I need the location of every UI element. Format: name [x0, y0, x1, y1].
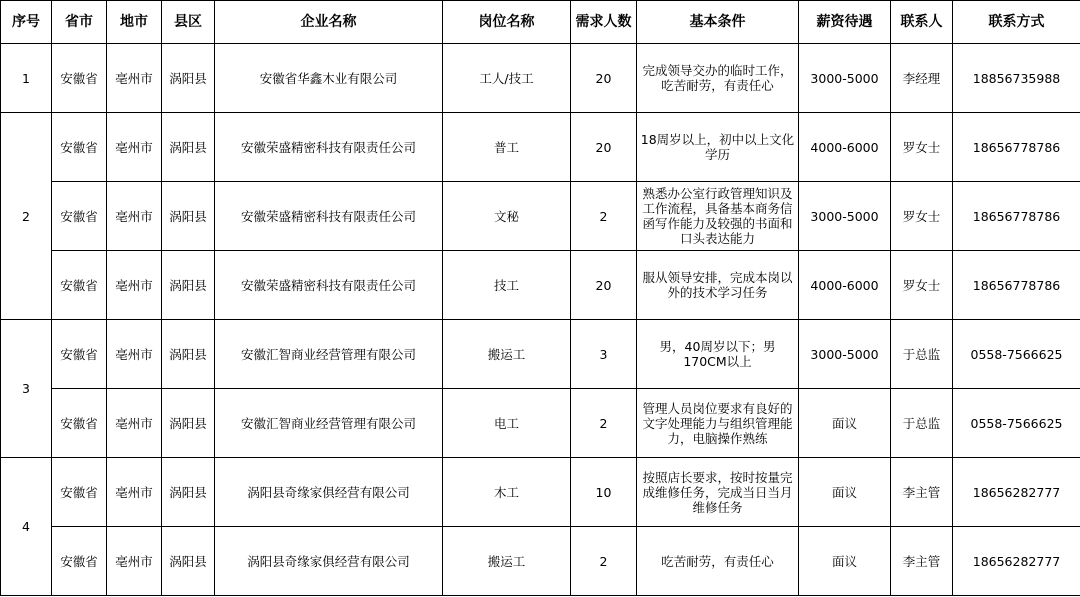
cell-city: 亳州市 [107, 113, 162, 182]
cell-contact: 罗女士 [891, 251, 953, 320]
cell-province: 安徽省 [52, 527, 107, 596]
cell-city: 亳州市 [107, 458, 162, 527]
header-count: 需求人数 [571, 1, 637, 44]
table-row [1, 389, 1080, 458]
cell-position: 搬运工 [443, 320, 571, 389]
cell-county: 涡阳县 [162, 458, 215, 527]
cell-seq: 1 [1, 44, 52, 113]
cell-company: 安徽荣盛精密科技有限责任公司 [215, 251, 443, 320]
header-phone: 联系方式 [953, 1, 1080, 44]
cell-condition: 吃苦耐劳，有责任心 [637, 527, 799, 596]
cell-condition: 熟悉办公室行政管理知识及工作流程，具备基本商务信函写作能力及较强的书面和口头表达能力 [637, 182, 799, 251]
cell-count: 20 [571, 251, 637, 320]
cell-position: 技工 [443, 251, 571, 320]
cell-count: 10 [571, 458, 637, 527]
cell-city: 亳州市 [107, 44, 162, 113]
cell-city: 亳州市 [107, 389, 162, 458]
cell-company: 安徽汇智商业经营管理有限公司 [215, 320, 443, 389]
header-county: 县区 [162, 1, 215, 44]
cell-salary: 4000-6000 [799, 113, 891, 182]
cell-phone: 18856735988 [953, 44, 1080, 113]
cell-count: 2 [571, 182, 637, 251]
cell-phone: 18656778786 [953, 251, 1080, 320]
cell-salary: 3000-5000 [799, 44, 891, 113]
header-condition: 基本条件 [637, 1, 799, 44]
header-seq: 序号 [1, 1, 52, 44]
cell-phone: 18656282777 [953, 527, 1080, 596]
cell-seq: 3 [1, 320, 52, 458]
cell-county: 涡阳县 [162, 389, 215, 458]
cell-phone: 18656778786 [953, 113, 1080, 182]
cell-condition: 男，40周岁以下；男170CM以上 [637, 320, 799, 389]
cell-contact: 李主管 [891, 527, 953, 596]
cell-phone: 18656282777 [953, 458, 1080, 527]
cell-contact: 罗女士 [891, 113, 953, 182]
header-contact: 联系人 [891, 1, 953, 44]
cell-province: 安徽省 [52, 44, 107, 113]
table-row [1, 182, 1080, 251]
cell-contact: 于总监 [891, 389, 953, 458]
cell-condition: 18周岁以上，初中以上文化学历 [637, 113, 799, 182]
cell-position: 木工 [443, 458, 571, 527]
cell-county: 涡阳县 [162, 44, 215, 113]
header-province: 省市 [52, 1, 107, 44]
cell-salary: 面议 [799, 527, 891, 596]
cell-count: 20 [571, 44, 637, 113]
table-header-row [1, 1, 1080, 44]
cell-phone: 0558-7566625 [953, 389, 1080, 458]
cell-province: 安徽省 [52, 320, 107, 389]
cell-phone: 0558-7566625 [953, 320, 1080, 389]
cell-condition: 服从领导安排，完成本岗以外的技术学习任务 [637, 251, 799, 320]
table-row [1, 44, 1080, 113]
cell-city: 亳州市 [107, 182, 162, 251]
cell-condition: 管理人员岗位要求有良好的文字处理能力与组织管理能力，电脑操作熟练 [637, 389, 799, 458]
cell-city: 亳州市 [107, 320, 162, 389]
cell-salary: 3000-5000 [799, 182, 891, 251]
cell-county: 涡阳县 [162, 251, 215, 320]
cell-province: 安徽省 [52, 251, 107, 320]
cell-count: 3 [571, 320, 637, 389]
table-body [1, 44, 1080, 596]
cell-company: 安徽省华鑫木业有限公司 [215, 44, 443, 113]
header-company: 企业名称 [215, 1, 443, 44]
cell-company: 安徽荣盛精密科技有限责任公司 [215, 182, 443, 251]
cell-province: 安徽省 [52, 389, 107, 458]
cell-county: 涡阳县 [162, 182, 215, 251]
cell-phone: 18656778786 [953, 182, 1080, 251]
cell-position: 工人/技工 [443, 44, 571, 113]
cell-contact: 罗女士 [891, 182, 953, 251]
cell-city: 亳州市 [107, 527, 162, 596]
cell-salary: 4000-6000 [799, 251, 891, 320]
cell-company: 涡阳县奇缘家俱经营有限公司 [215, 527, 443, 596]
table-row [1, 113, 1080, 182]
cell-salary: 面议 [799, 389, 891, 458]
cell-county: 涡阳县 [162, 320, 215, 389]
cell-company: 安徽荣盛精密科技有限责任公司 [215, 113, 443, 182]
cell-position: 搬运工 [443, 527, 571, 596]
cell-position: 文秘 [443, 182, 571, 251]
cell-position: 电工 [443, 389, 571, 458]
cell-county: 涡阳县 [162, 113, 215, 182]
table-row [1, 458, 1080, 527]
header-position: 岗位名称 [443, 1, 571, 44]
cell-seq: 4 [1, 458, 52, 596]
cell-company: 涡阳县奇缘家俱经营有限公司 [215, 458, 443, 527]
cell-condition: 按照店长要求，按时按量完成维修任务，完成当日当月维修任务 [637, 458, 799, 527]
header-city: 地市 [107, 1, 162, 44]
cell-count: 20 [571, 113, 637, 182]
cell-count: 2 [571, 527, 637, 596]
table-row [1, 320, 1080, 389]
cell-province: 安徽省 [52, 113, 107, 182]
cell-contact: 于总监 [891, 320, 953, 389]
cell-province: 安徽省 [52, 458, 107, 527]
cell-salary: 3000-5000 [799, 320, 891, 389]
cell-count: 2 [571, 389, 637, 458]
cell-position: 普工 [443, 113, 571, 182]
cell-contact: 李主管 [891, 458, 953, 527]
cell-salary: 面议 [799, 458, 891, 527]
cell-province: 安徽省 [52, 182, 107, 251]
cell-company: 安徽汇智商业经营管理有限公司 [215, 389, 443, 458]
table-row [1, 527, 1080, 596]
cell-condition: 完成领导交办的临时工作，吃苦耐劳，有责任心 [637, 44, 799, 113]
cell-county: 涡阳县 [162, 527, 215, 596]
cell-contact: 李经理 [891, 44, 953, 113]
cell-seq: 2 [1, 113, 52, 320]
cell-city: 亳州市 [107, 251, 162, 320]
table-row [1, 251, 1080, 320]
header-salary: 薪资待遇 [799, 1, 891, 44]
